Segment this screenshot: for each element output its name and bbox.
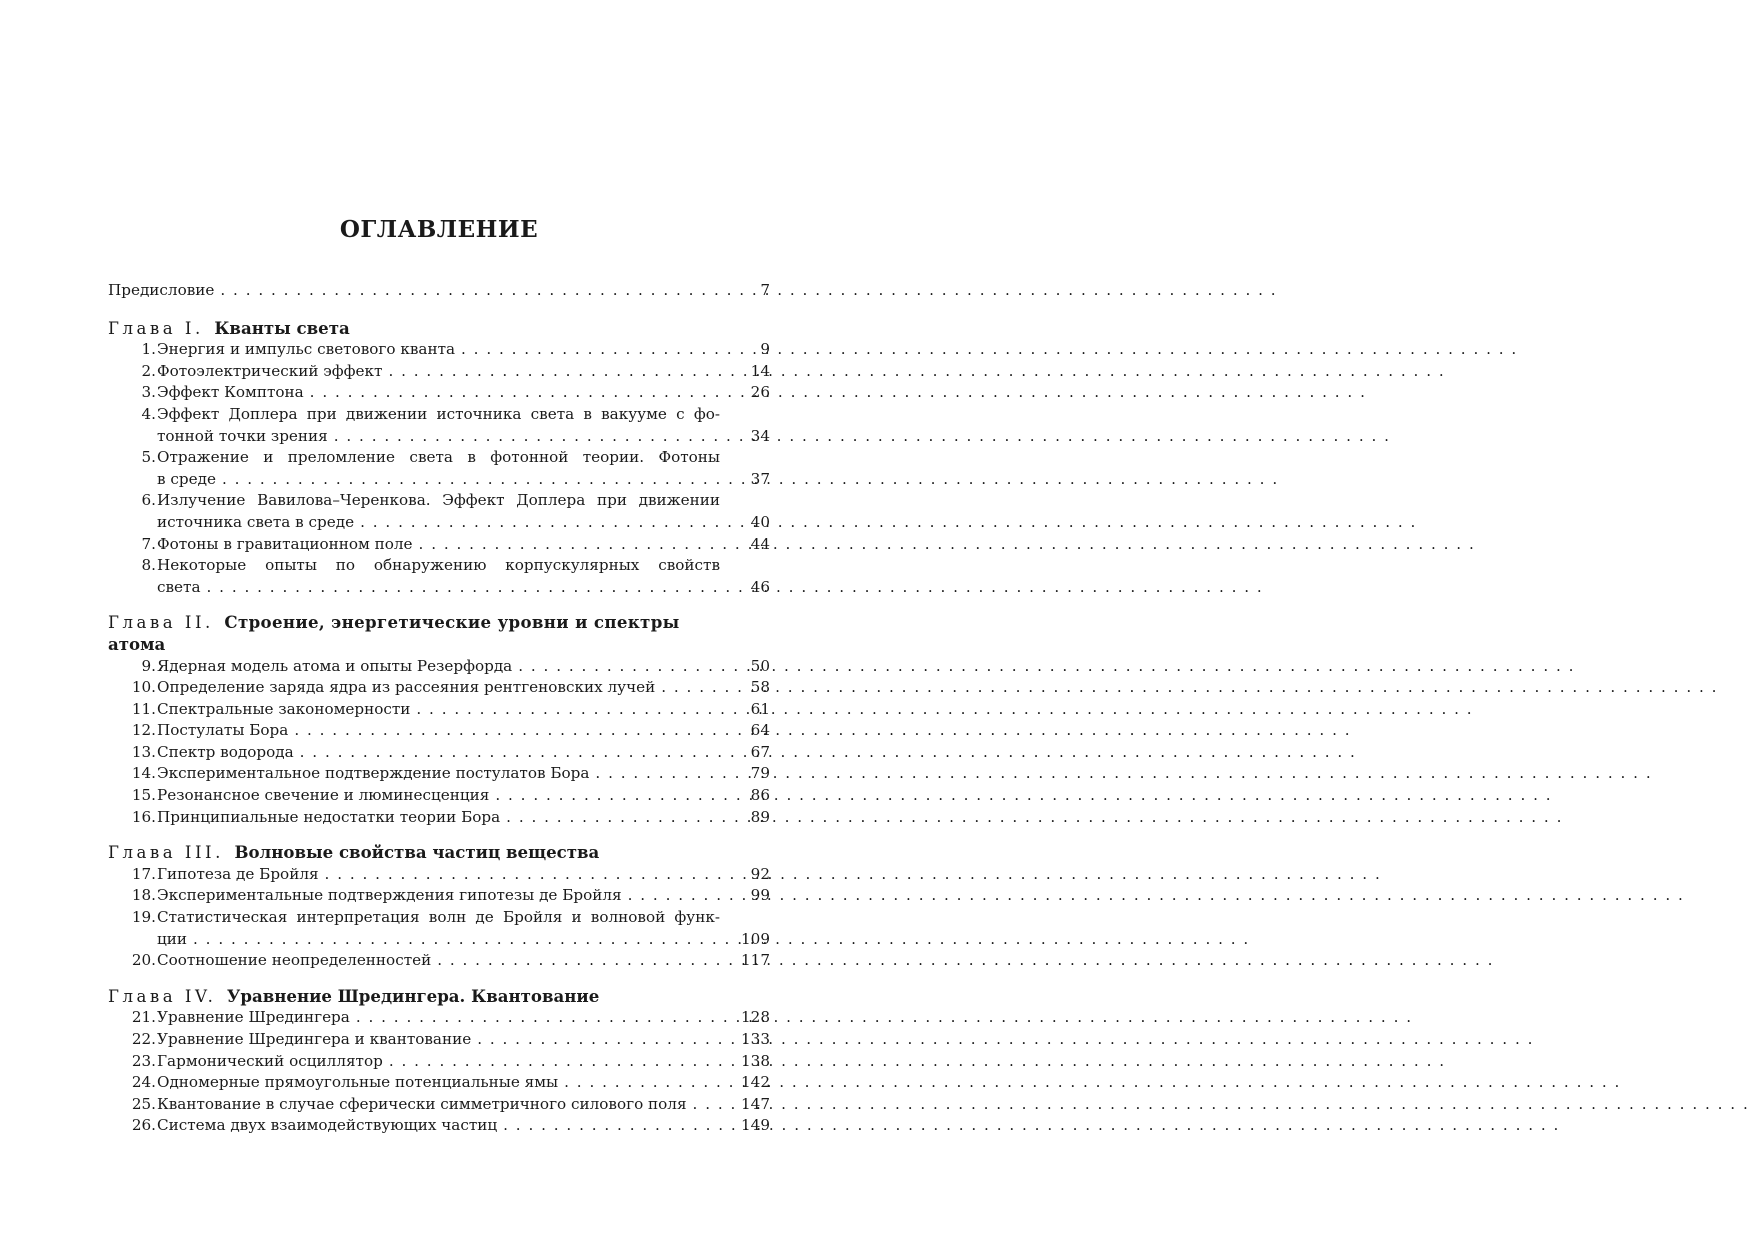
toc-entry-line (108, 469, 770, 491)
toc-entry-line (108, 490, 770, 512)
page-number: 117 (741, 951, 770, 970)
section-number: 19. (131, 908, 156, 927)
toc-entry[interactable] (108, 656, 770, 678)
leader-dots (431, 950, 724, 972)
preface-title: Предисловие (108, 281, 215, 299)
section-number: 26. (131, 1116, 156, 1135)
page-number: 142 (741, 1073, 770, 1092)
section-title: Гармонический осциллятор (157, 1051, 383, 1070)
toc-entry[interactable] (108, 720, 770, 742)
leader-dots (500, 807, 724, 829)
toc-entry[interactable] (108, 1094, 770, 1116)
toc-entry[interactable] (108, 555, 770, 598)
toc-entry[interactable] (108, 361, 770, 383)
chapter-title-continued: атома (108, 633, 166, 654)
toc-entry-line (108, 512, 770, 534)
page-number: 109 (741, 929, 770, 948)
page-number: 147 (741, 1094, 770, 1113)
page-number: 133 (741, 1030, 770, 1048)
toc-entry[interactable] (108, 699, 770, 721)
section-title: Спектральные закономерности (157, 699, 411, 718)
page-number: 50 (750, 656, 770, 675)
page-number: 34 (750, 426, 770, 445)
chapter-title: Волновые свойства частиц вещества (234, 842, 600, 863)
leader-dots (471, 1029, 724, 1051)
chapters-list (108, 318, 770, 1137)
toc-entry[interactable] (108, 864, 770, 886)
section-number: 16. (131, 807, 156, 826)
section-title: Эффект Доплера при движении источника света в вакууме с фо- (157, 404, 720, 423)
toc-entry[interactable] (108, 339, 770, 361)
leader-dots (410, 699, 724, 721)
toc-entry[interactable] (108, 907, 770, 950)
leader-dots (489, 785, 724, 807)
page-number: 44 (750, 534, 770, 553)
section-number: 7. (141, 534, 156, 553)
toc-entry-line (108, 1051, 770, 1073)
toc-entry-line (108, 1029, 770, 1051)
toc-entry-line (108, 677, 770, 699)
section-title: источника света в среде (157, 512, 355, 531)
leader-dots (201, 577, 724, 599)
toc-entry[interactable] (108, 490, 770, 533)
toc-entry-line (108, 404, 770, 426)
section-number: 8. (141, 556, 156, 575)
toc-entry[interactable] (108, 1051, 770, 1073)
leader-dots (216, 469, 724, 491)
page-title: ОГЛАВЛЕНИЕ (339, 216, 539, 243)
section-title: Система двух взаимодействующих частиц (157, 1116, 498, 1135)
toc-entry-line (108, 447, 770, 469)
section-number: 4. (141, 404, 156, 423)
toc-entry[interactable] (108, 447, 770, 490)
toc-entry[interactable] (108, 807, 770, 829)
page-number: 64 (750, 721, 770, 740)
section-number: 18. (131, 886, 156, 905)
page-number: 61 (750, 699, 770, 718)
section-title: Некоторые опыты по обнаружению корпускулярных свойств (157, 556, 720, 575)
section-title: Статистическая интерпретация волн де Бройля и волновой функ- (157, 908, 720, 927)
page-number: 46 (750, 577, 770, 596)
toc-entry[interactable] (108, 677, 770, 699)
section-number: 17. (131, 864, 156, 883)
section-title: Фотоэлектрический эффект (157, 361, 383, 380)
section-number: 22. (131, 1030, 156, 1048)
leader-dots (512, 656, 724, 678)
section-title: Уравнение Шредингера (157, 1008, 350, 1027)
toc-entry-line (108, 656, 770, 678)
toc-entry[interactable] (108, 885, 770, 907)
chapter-heading (108, 318, 770, 340)
toc-entry-line (108, 426, 770, 448)
section-number: 24. (131, 1073, 156, 1092)
toc-entry[interactable] (108, 1029, 770, 1051)
toc-entry-line (108, 864, 770, 886)
section-title: Уравнение Шредингера и квантование (157, 1030, 472, 1048)
page-number: 9 (760, 340, 770, 359)
chapter-title: Кванты света (214, 317, 350, 338)
section-number: 9. (141, 656, 156, 675)
toc-entry-line (108, 742, 770, 764)
section-title: Экспериментальные подтверждения гипотезы де Бройля (157, 886, 622, 905)
toc-entry[interactable] (108, 404, 770, 447)
toc-entry-line (108, 950, 770, 972)
leader-dots (382, 361, 724, 383)
toc-entry-line (108, 1094, 770, 1116)
chapter-title: Строение, энергетические уровни и спектры (224, 612, 680, 633)
section-number: 13. (131, 742, 156, 761)
section-title: Постулаты Бора (157, 721, 289, 740)
chapter-label: Глава III. (108, 843, 224, 863)
leader-dots (622, 885, 724, 907)
chapter-title: Уравнение Шредингера. Квантование (226, 985, 600, 1006)
section-title: Отражение и преломление света в фотонной теории. Фотоны (157, 448, 720, 467)
section-title: Определение заряда ядра из рассеяния рентгеновских лучей (157, 678, 656, 697)
leader-dots (455, 339, 724, 361)
page-number: 37 (750, 469, 770, 488)
section-title: Излучение Вавилова–Черенкова. Эффект Доплера при движении (157, 491, 720, 510)
section-title: Спектр водорода (157, 742, 294, 761)
leader-dots (589, 763, 724, 785)
section-title: Соотношение неопределенностей (157, 951, 432, 970)
section-title: Гипотеза де Бройля (157, 864, 319, 883)
section-number: 10. (131, 678, 156, 697)
page-number: 89 (750, 807, 770, 826)
toc-entry-line (108, 1072, 770, 1094)
chapter-label: Глава IV. (108, 986, 217, 1006)
toc-entry-line (108, 720, 770, 742)
section-title: в среде (157, 469, 216, 488)
section-number: 14. (131, 764, 156, 783)
toc-entry-line (108, 785, 770, 807)
toc-entry-line (108, 534, 770, 556)
toc-entry-line (108, 885, 770, 907)
toc-entry-line (108, 1115, 770, 1137)
toc-entry-line (108, 577, 770, 599)
toc-entry-line (108, 763, 770, 785)
section-number: 15. (131, 786, 156, 805)
section-title: Фотоны в гравитационном поле (157, 534, 413, 553)
section-number: 23. (131, 1051, 156, 1070)
leader-dots (187, 929, 724, 951)
page-number: 86 (750, 786, 770, 805)
section-title: Резонансное свечение и люминесценция (157, 786, 490, 805)
page-number: 149 (741, 1116, 770, 1135)
toc-entry-line (108, 339, 770, 361)
chapter-label: Глава II. (108, 613, 214, 633)
leader-dots (350, 1007, 724, 1029)
page-number: 26 (750, 383, 770, 402)
section-number: 20. (131, 951, 156, 970)
section-title: Энергия и импульс светового кванта (157, 340, 456, 359)
leader-dots (304, 382, 724, 404)
leader-dots (383, 1051, 724, 1073)
section-number: 5. (141, 448, 156, 467)
section-title: Ядерная модель атома и опыты Резерфорда (157, 656, 513, 675)
page-number: 67 (750, 742, 770, 761)
toc-entry-line (108, 555, 770, 577)
leader-dots (354, 512, 724, 534)
page-number: 14 (750, 361, 770, 380)
toc-entry[interactable] (108, 742, 770, 764)
toc-entry-line (108, 361, 770, 383)
page-number: 40 (750, 512, 770, 531)
section-number: 2. (141, 361, 156, 380)
leader-dots (288, 720, 724, 742)
toc-entry[interactable] (108, 950, 770, 972)
section-number: 6. (141, 491, 156, 510)
toc-entry-line (108, 929, 770, 951)
toc-preface-entry[interactable] (108, 280, 770, 302)
leader-dots (655, 677, 724, 699)
toc-entry[interactable] (108, 382, 770, 404)
section-number: 3. (141, 383, 156, 402)
toc-entry[interactable] (108, 1072, 770, 1094)
leader-dots (558, 1072, 724, 1094)
section-title: Экспериментальное подтверждение постулатов Бора (157, 764, 590, 783)
page-number: 58 (750, 678, 770, 697)
section-title: света (157, 577, 201, 596)
leader-dots (294, 742, 724, 764)
section-title: Эффект Комптона (157, 383, 304, 402)
section-title: Принципиальные недостатки теории Бора (157, 807, 501, 826)
section-number: 11. (131, 699, 156, 718)
chapter-label: Глава I. (108, 318, 204, 338)
page-number: 92 (750, 864, 770, 883)
leader-dots (328, 426, 724, 448)
section-number: 12. (131, 721, 156, 740)
section-title: Одномерные прямоугольные потенциальные ямы (157, 1073, 559, 1092)
page-number: 138 (741, 1051, 770, 1070)
leader-dots (497, 1115, 724, 1137)
leader-dots (413, 534, 724, 556)
page-number: 79 (750, 764, 770, 783)
preface-page: 7 (760, 281, 770, 299)
chapter-heading (108, 986, 770, 1008)
leader-dots (214, 280, 724, 302)
section-number: 1. (141, 340, 156, 359)
toc-entry[interactable] (108, 1115, 770, 1137)
section-number: 21. (131, 1008, 156, 1027)
toc-entry[interactable] (108, 1007, 770, 1029)
toc-entry-line (108, 699, 770, 721)
chapter-heading (108, 842, 770, 864)
chapter-heading (108, 612, 770, 655)
toc-entry[interactable] (108, 785, 770, 807)
leader-dots (319, 864, 724, 886)
page-number: 128 (741, 1008, 770, 1027)
toc-entry-line (108, 807, 770, 829)
toc-entry[interactable] (108, 763, 770, 785)
section-title: ции (157, 929, 188, 948)
leader-dots (687, 1094, 724, 1116)
section-title: тонной точки зрения (157, 426, 328, 445)
page-number: 99 (750, 886, 770, 905)
toc-entry-line (108, 907, 770, 929)
toc-entry[interactable] (108, 534, 770, 556)
toc-entry-line (108, 1007, 770, 1029)
section-number: 25. (131, 1094, 156, 1113)
section-title: Квантование в случае сферически симметричного силового поля (157, 1094, 687, 1113)
table-of-contents (108, 280, 770, 1137)
toc-entry-line (108, 382, 770, 404)
